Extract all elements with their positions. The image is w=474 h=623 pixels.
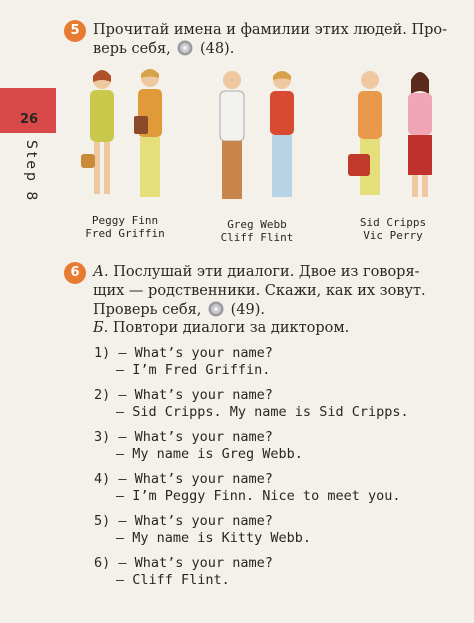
dialog-number: 4) — [94, 471, 111, 487]
dialog-answer: — My name is Kitty Webb. — [116, 530, 312, 546]
exercise-6-part-a — [93, 263, 463, 320]
people-illustration — [68, 62, 448, 214]
dialog-item — [94, 345, 454, 379]
caption-group-3 — [348, 216, 438, 242]
caption-name: Fred Griffin — [85, 227, 165, 240]
dialog-number: 6) — [94, 555, 111, 571]
exercise-6-a-line-3-text: Проверь себя, — [93, 302, 202, 318]
caption-name: Vic Perry — [363, 229, 423, 242]
person-vic-figure — [408, 72, 432, 197]
dialog-answer: — My name is Greg Webb. — [116, 446, 303, 462]
dialog-question — [94, 429, 454, 446]
dialog-question-text: — What’s your name? — [118, 387, 273, 403]
dialog-number: 5) — [94, 513, 111, 529]
person-sid-figure — [348, 71, 382, 195]
caption-name: Cliff Flint — [220, 231, 294, 244]
caption-name: Peggy Finn — [91, 214, 159, 227]
dialog-question — [94, 471, 454, 488]
person-cliff-figure — [270, 71, 294, 197]
dialog-item — [94, 555, 454, 589]
exercise-5-instruction — [93, 21, 463, 59]
dialog-answer: — Cliff Flint. — [116, 572, 230, 588]
page-number: 26 — [20, 112, 39, 127]
exercise-6-audio-track: (49). — [230, 302, 265, 318]
dialog-number: 2) — [94, 387, 111, 403]
caption-name: Greg Webb — [227, 218, 287, 231]
caption-group-2 — [212, 218, 302, 244]
exercise-6-part-b — [93, 319, 463, 338]
dialog-item — [94, 513, 454, 547]
exercise-6-a-line-2: щих — родственники. Скажи, как их зовут. — [93, 283, 426, 299]
exercise-5-line-2 — [93, 40, 463, 59]
audio-cd-icon[interactable] — [208, 301, 224, 317]
dialog-question-text: — What’s your name? — [118, 429, 273, 445]
side-tab-divider — [0, 130, 56, 133]
person-greg-figure — [220, 71, 244, 199]
exercise-5-badge: 5 — [64, 20, 86, 42]
exercise-5-line-2-text: верь себя, — [93, 41, 171, 57]
exercise-6-a-line-1 — [93, 263, 463, 282]
part-a-letter: А. — [93, 264, 109, 280]
exercise-5-line-1: Прочитай имена и фамилии этих людей. Про- — [93, 22, 448, 38]
exercise-5-audio-track: (48). — [199, 41, 235, 57]
dialog-question — [94, 555, 454, 572]
dialog-number: 3) — [94, 429, 111, 445]
exercise-6-badge: 6 — [64, 262, 86, 284]
dialog-question-text: — What’s your name? — [118, 513, 273, 529]
dialog-item — [94, 429, 454, 463]
dialog-list — [94, 345, 454, 597]
caption-name: Sid Cripps — [359, 216, 427, 229]
dialog-question — [94, 387, 454, 404]
dialog-number: 1) — [94, 345, 111, 361]
dialog-question — [94, 345, 454, 362]
step-label: Step 8 — [23, 140, 39, 204]
dialog-question-text: — What’s your name? — [118, 345, 273, 361]
exercise-6-a-line-3 — [93, 301, 463, 320]
dialog-question-text: — What’s your name? — [118, 555, 273, 571]
dialog-answer: — I’m Fred Griffin. — [116, 362, 271, 378]
dialog-question-text: — What’s your name? — [118, 471, 273, 487]
dialog-answer: — I’m Peggy Finn. Nice to meet you. — [116, 488, 401, 504]
dialog-item — [94, 387, 454, 421]
audio-cd-icon[interactable] — [177, 40, 193, 56]
part-a-text: Послушай эти диалоги. Двое из говоря- — [113, 264, 420, 280]
dialog-question — [94, 513, 454, 530]
part-b-text: Повтори диалоги за диктором. — [112, 320, 350, 336]
dialog-item — [94, 471, 454, 505]
caption-group-1 — [80, 214, 170, 240]
part-b-letter: Б. — [93, 320, 109, 336]
person-fred-figure — [134, 69, 162, 197]
person-peggy-figure — [81, 70, 114, 194]
dialog-answer: — Sid Cripps. My name is Sid Cripps. — [116, 404, 409, 420]
